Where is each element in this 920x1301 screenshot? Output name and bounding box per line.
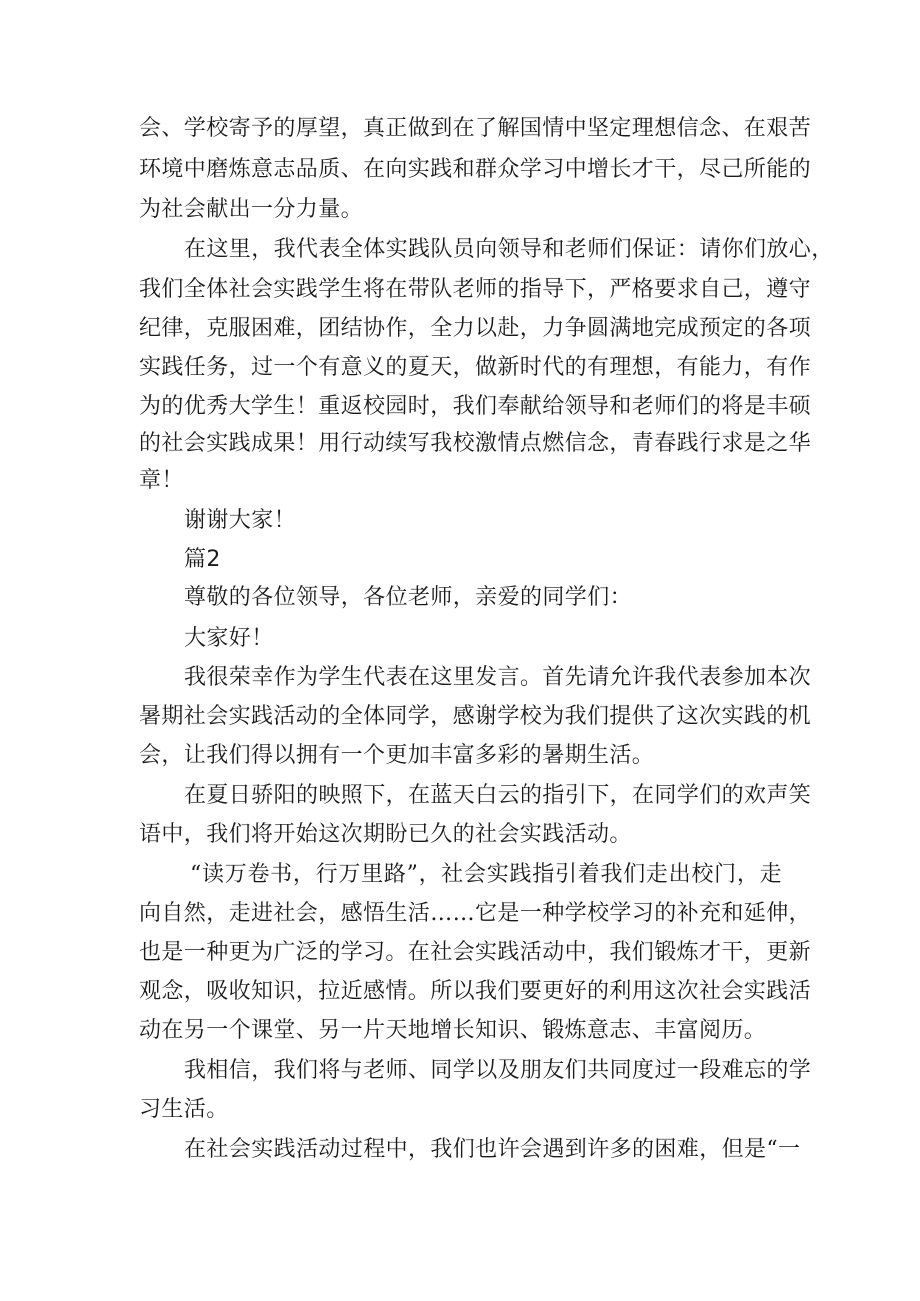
text-line: 在这里，我代表全体实践队员向领导和老师们保证：请你们放心， [184,237,834,262]
text-line: 为社会献出一分力量。 [139,197,364,222]
text-line: 我相信，我们将与老师、同学以及朋友们共同度过一段难忘的学 [184,1058,812,1083]
text-line: “读万卷书，行万里路”，社会实践指引着我们走出校门，走 [190,862,782,887]
text-line: 我很荣幸作为学生代表在这里发言。首先请允许我代表参加本次 [184,665,812,690]
text-line: 环境中磨炼意志品质、在向实践和群众学习中增长才干，尽己所能的 [139,157,812,182]
text-line: 也是一种更为广泛的学习。在社会实践活动中，我们锻炼才干，更新 [139,940,812,965]
text-line: 语中，我们将开始这次期盼已久的社会实践活动。 [139,822,632,847]
text-line: 会、学校寄予的厚望，真正做到在了解国情中坚定理想信念、在艰苦 [139,116,812,141]
text-line: 纪律，克服困难，团结协作，全力以赴，力争圆满地完成预定的各项 [139,316,812,341]
text-line: 在夏日骄阳的映照下，在蓝天白云的指引下，在同学们的欢声笑 [184,783,812,808]
text-line: 在社会实践活动过程中，我们也许会遇到许多的困难，但是“一 [184,1137,801,1162]
text-line: 向自然，走进社会，感悟生活……它是一种学校学习的补充和延伸， [139,901,812,926]
text-line: 暑期社会实践活动的全体同学，感谢学校为我们提供了这次实践的机 [139,704,812,729]
text-line: 谢谢大家！ [184,508,297,533]
text-line: 动在另一个课堂、另一片天地增长知识、锻炼意志、丰富阅历。 [139,1018,767,1043]
text-line: 习生活。 [139,1097,229,1122]
text-line: 章！ [139,468,184,493]
text-line: 实践任务，过一个有意义的夏天，做新时代的有理想，有能力，有作 [139,355,812,380]
text-line: 观念，吸收知识，拉近感情。所以我们要更好的利用这次社会实践活 [139,979,812,1004]
text-line: 会，让我们得以拥有一个更加丰富多彩的暑期生活。 [139,743,655,768]
text-line: 为的优秀大学生！重返校园时，我们奉献给领导和老师们的将是丰硕 [139,394,812,419]
text-line: 尊敬的各位领导，各位老师，亲爱的同学们： [184,585,633,610]
text-line: 大家好！ [184,626,274,651]
text-line: 的社会实践成果！用行动续写我校激情点燃信念，青春践行求是之华 [139,431,812,456]
text-line: 我们全体社会实践学生将在带队老师的指导下，严格要求自己，遵守 [139,277,812,302]
section-heading: 篇2 [184,547,221,572]
